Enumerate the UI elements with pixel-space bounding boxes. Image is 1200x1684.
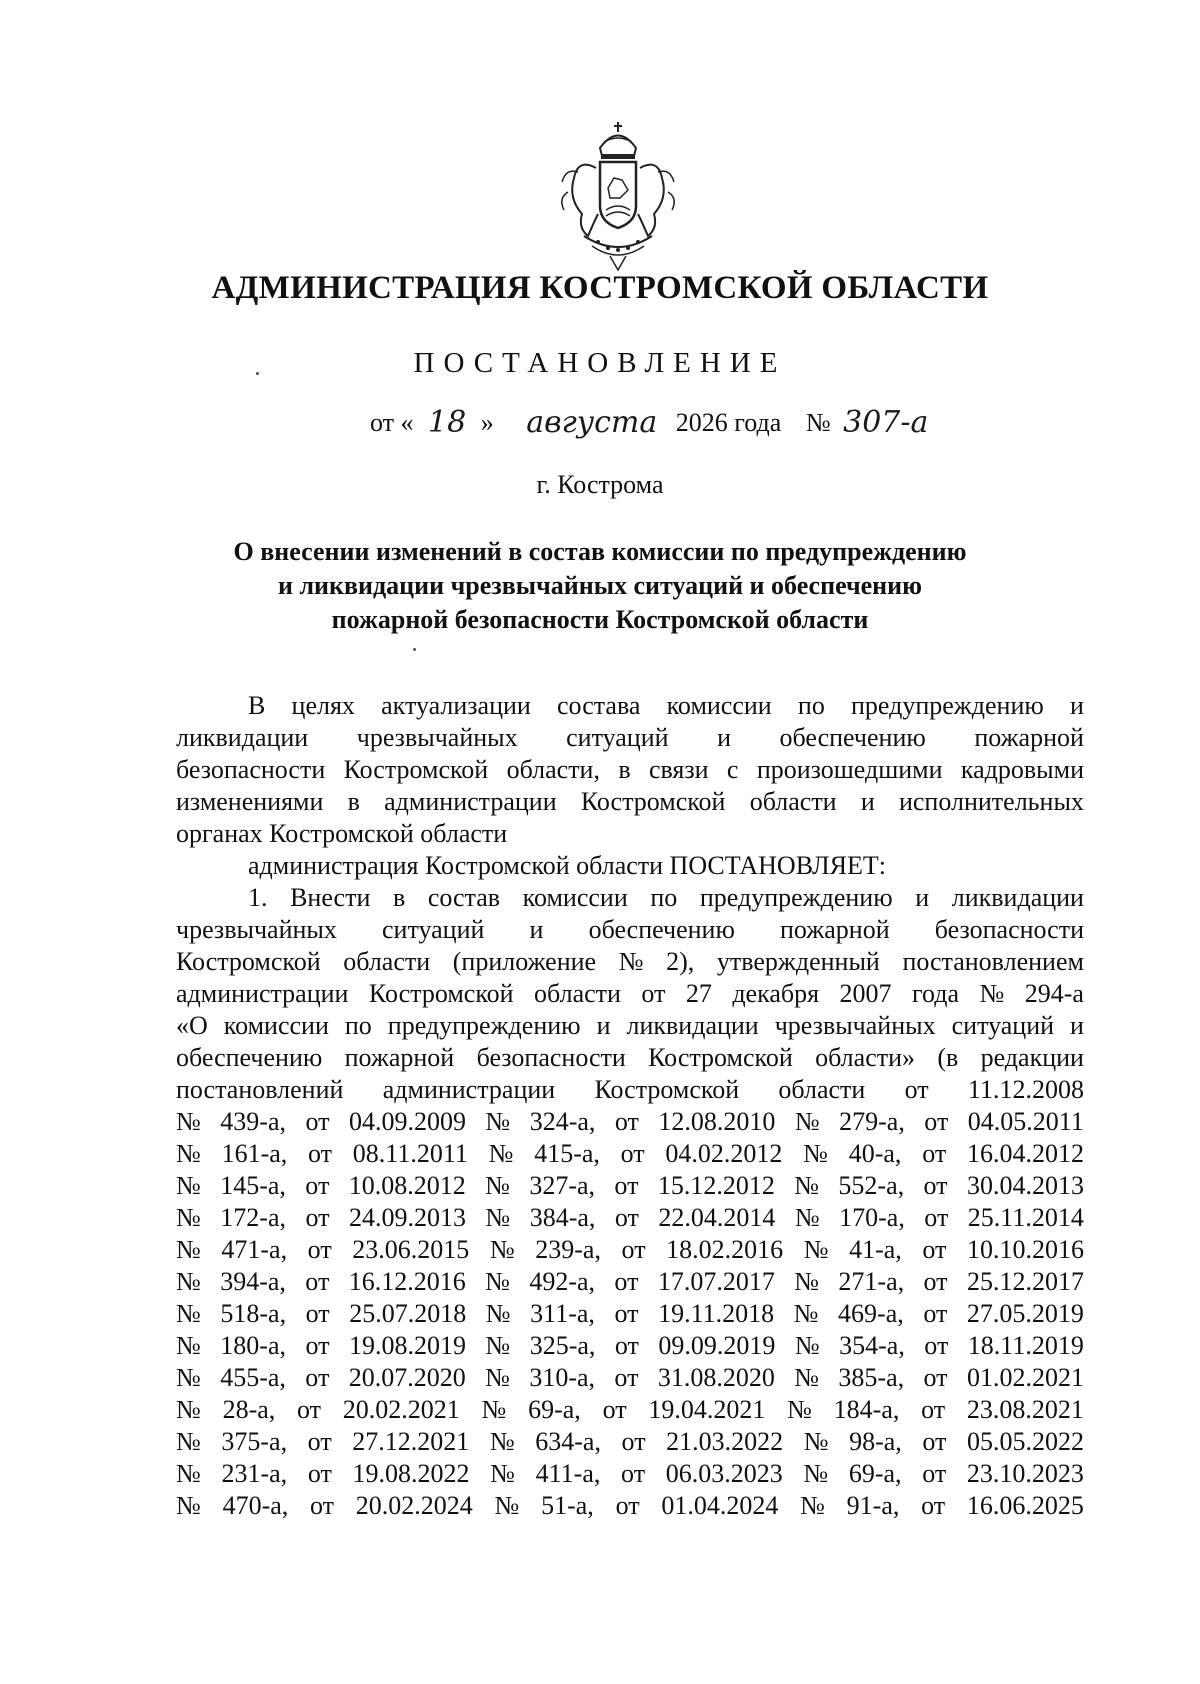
body-word: области»	[815, 1043, 916, 1072]
body-word: №	[794, 1107, 820, 1136]
body-word: 324-а,	[529, 1107, 596, 1136]
body-word: комиссии	[666, 691, 772, 720]
body-word: от	[921, 1395, 946, 1424]
body-word: администрации	[176, 979, 349, 1008]
body-word: №	[176, 1267, 201, 1296]
body-word: 439-а,	[220, 1107, 286, 1136]
body-word: 16.12.2016	[348, 1267, 466, 1296]
body-word: 294-а	[1024, 979, 1084, 1008]
body-line	[176, 1138, 1084, 1170]
body-word: от	[924, 1203, 949, 1232]
body-word: исполнительных	[898, 787, 1084, 816]
body-word: пожарной	[344, 1043, 455, 1072]
body-word: актуализации	[381, 691, 531, 720]
body-word: от	[614, 1363, 639, 1392]
body-word: чрезвычайных	[774, 1011, 936, 1040]
body-word: Внести	[290, 883, 371, 912]
body-word: №	[176, 1363, 201, 1392]
body-word: №	[793, 1299, 819, 1328]
body-word: от	[305, 1171, 330, 1200]
body-word: 25.11.2014	[967, 1203, 1084, 1232]
body-line	[176, 946, 1084, 978]
body-word: от	[621, 1235, 646, 1264]
body-word: целях	[291, 691, 355, 720]
body-word: 455-а,	[220, 1363, 286, 1392]
body-word: и	[1070, 1011, 1084, 1040]
body-word: №	[488, 1139, 514, 1168]
body-word: 69-а,	[528, 1395, 581, 1424]
body-word: в	[392, 883, 406, 912]
body-word: «О	[176, 1011, 208, 1040]
body-word: Костромской	[594, 1075, 740, 1104]
body-word: обеспечению	[176, 1043, 323, 1072]
body-word: 27	[685, 979, 712, 1008]
body-word: №	[176, 1203, 201, 1232]
body-word: администрации	[384, 787, 557, 816]
body-word: от	[923, 1171, 948, 1200]
body-word: 16.04.2012	[966, 1139, 1084, 1168]
body-word: 492-а,	[529, 1267, 596, 1296]
body-word: №	[485, 1267, 510, 1296]
body-word: от	[305, 1107, 330, 1136]
body-word: от	[614, 1107, 639, 1136]
body-word: №	[485, 1203, 511, 1232]
body-word: безопасности	[934, 915, 1084, 944]
body-word: №	[803, 1459, 829, 1488]
body-word: 08.11.2011	[352, 1139, 468, 1168]
body-word: состава	[557, 691, 641, 720]
body-word: от	[923, 1363, 948, 1392]
body-word: Костромской	[343, 755, 489, 784]
body-word: №	[489, 1427, 515, 1456]
body-word: 518-а,	[220, 1299, 287, 1328]
body-word: (приложение	[452, 947, 597, 976]
body-word: 04.09.2009	[348, 1107, 466, 1136]
body-line	[176, 978, 1084, 1010]
body-line	[176, 1042, 1084, 1074]
body-word: В	[248, 691, 266, 720]
body-line	[176, 1106, 1084, 1138]
body-word: администрации	[382, 1075, 556, 1104]
body-word: безопасности	[476, 1043, 626, 1072]
body-word: Костромской	[176, 947, 321, 976]
body-word: 05.05.2022	[967, 1427, 1084, 1456]
body-word: №	[794, 1171, 820, 1200]
resolve-line: администрация Костромской области ПОСТАНОВЛЯЕТ:	[248, 851, 887, 880]
body-word: предупреждению	[387, 1011, 581, 1040]
scan-speck	[413, 648, 416, 651]
body-line	[176, 1170, 1084, 1202]
body-word: 20.02.2021	[342, 1395, 460, 1424]
body-word: 385-а,	[838, 1363, 905, 1392]
body-line	[176, 1202, 1084, 1234]
body-word: изменениями	[176, 787, 324, 816]
document-type: ПОСТАНОВЛЕНИЕ	[413, 347, 787, 379]
body-word: 19.04.2021	[648, 1395, 766, 1424]
body-word: 06.03.2023	[665, 1459, 783, 1488]
body-text	[176, 690, 1084, 1522]
body-word: 161-а,	[221, 1139, 288, 1168]
body-word: 145-а,	[220, 1171, 286, 1200]
body-word: №	[494, 1491, 520, 1520]
body-line	[176, 1010, 1084, 1042]
body-line	[176, 1394, 1084, 1426]
body-word: 18.02.2016	[666, 1235, 784, 1264]
body-word: пожарной	[780, 915, 890, 944]
body-word: Костромской	[580, 787, 726, 816]
body-word: органах Костромской области	[176, 819, 508, 848]
body-word: 16.06.2025	[966, 1491, 1084, 1520]
body-word: комиссии	[223, 1011, 329, 1040]
body-word: в	[618, 755, 631, 784]
body-word: №	[481, 1395, 507, 1424]
body-word: 01.02.2021	[966, 1363, 1084, 1392]
body-word: №	[176, 1235, 201, 1264]
body-word: 23.08.2021	[966, 1395, 1084, 1424]
date-month: августа	[526, 405, 658, 440]
body-word: 51-а,	[541, 1491, 594, 1520]
body-word: и	[717, 723, 731, 752]
body-word: и	[1069, 691, 1084, 720]
body-word: от	[620, 1139, 645, 1168]
body-word: произошедшими	[756, 755, 943, 784]
date-day: 18	[428, 405, 467, 440]
body-word: 170-а,	[839, 1203, 905, 1232]
body-word: №	[803, 1235, 829, 1264]
body-word: по	[650, 883, 678, 912]
body-word: от	[297, 1395, 322, 1424]
body-word: пожарной	[974, 723, 1084, 752]
body-line	[176, 914, 1084, 946]
body-word: 384-а,	[529, 1203, 596, 1232]
body-word: 25.12.2017	[966, 1267, 1084, 1296]
body-word: от	[602, 1395, 627, 1424]
body-line	[176, 1426, 1084, 1458]
body-line	[176, 818, 1084, 850]
body-line	[176, 1362, 1084, 1394]
scan-speck	[256, 372, 259, 375]
body-word: ситуаций	[382, 915, 485, 944]
body-line	[176, 1330, 1084, 1362]
body-word: №	[803, 1139, 828, 1168]
body-word: состав	[427, 883, 501, 912]
body-word: 11.12.2008	[967, 1075, 1084, 1104]
body-word: №	[176, 1427, 201, 1456]
body-word: и	[915, 883, 930, 912]
body-line	[176, 690, 1084, 722]
body-word: обеспечению	[779, 723, 926, 752]
body-word: 471-а,	[221, 1235, 288, 1264]
body-word: №	[803, 1427, 829, 1456]
date-prefix: от «	[370, 408, 414, 437]
body-line	[176, 722, 1084, 754]
body-word: от	[307, 1459, 332, 1488]
body-word: №	[176, 1171, 201, 1200]
body-word: 469-а,	[838, 1299, 904, 1328]
body-word: №	[979, 979, 1005, 1008]
body-word: от	[305, 1363, 330, 1392]
body-word: 18.11.2019	[967, 1331, 1084, 1360]
body-line	[176, 1458, 1084, 1490]
body-word: 98-а,	[849, 1427, 902, 1456]
body-word: 20.07.2020	[348, 1363, 466, 1392]
body-word: 09.09.2019	[658, 1331, 776, 1360]
body-word: №	[485, 1363, 510, 1392]
body-word: 30.04.2013	[966, 1171, 1084, 1200]
body-word: от	[310, 1491, 335, 1520]
body-word: ликвидации	[951, 883, 1084, 912]
body-word: от	[922, 1459, 947, 1488]
body-word: предупреждению	[699, 883, 893, 912]
body-word: 19.08.2022	[352, 1459, 470, 1488]
body-word: комиссии	[522, 883, 628, 912]
body-word: №	[176, 1395, 201, 1424]
body-word: 327-а,	[529, 1171, 596, 1200]
subject-line: О внесении изменений в состав комиссии по предупреждению	[233, 537, 967, 566]
body-word: обеспечению	[588, 915, 735, 944]
body-word: №	[794, 1203, 820, 1232]
body-word: 1.	[248, 883, 268, 912]
body-word: 28-а,	[222, 1395, 276, 1424]
body-word: №	[176, 1331, 201, 1360]
body-word: 22.04.2014	[658, 1203, 776, 1232]
body-line	[176, 1266, 1084, 1298]
body-word: 634-а,	[535, 1427, 601, 1456]
body-word: 27.12.2021	[352, 1427, 470, 1456]
body-word: с	[726, 755, 739, 784]
date-number-line	[370, 405, 928, 445]
body-word: Костромской	[648, 1043, 793, 1072]
body-word: области,	[506, 755, 600, 784]
body-word: от	[305, 1299, 330, 1328]
body-line	[176, 1298, 1084, 1330]
body-word: 375-а,	[221, 1427, 288, 1456]
body-word: №	[485, 1331, 511, 1360]
body-word: №	[490, 1459, 515, 1488]
body-word: от	[621, 1459, 646, 1488]
body-word: по	[344, 1011, 372, 1040]
body-word: от	[615, 1491, 640, 1520]
body-word: 27.05.2019	[966, 1299, 1084, 1328]
subject-heading	[150, 535, 1050, 637]
body-line	[176, 1074, 1084, 1106]
body-word: 172-а,	[220, 1203, 286, 1232]
body-word: от	[923, 1299, 948, 1328]
body-word: ликвидации	[626, 1011, 759, 1040]
body-word: от	[921, 1491, 946, 1520]
body-word: 415-а,	[534, 1139, 600, 1168]
body-word: 41-а,	[849, 1235, 902, 1264]
body-word: чрезвычайных	[176, 915, 337, 944]
subject-line: пожарной безопасности Костромской области	[331, 605, 869, 634]
body-word: 552-а,	[838, 1171, 905, 1200]
body-word: №	[794, 1267, 820, 1296]
body-word: 04.05.2011	[967, 1107, 1084, 1136]
body-word: области	[778, 1075, 866, 1104]
body-word: кадровыми	[960, 755, 1084, 784]
date-year: 2026 года	[675, 408, 782, 437]
body-word: и	[860, 787, 875, 816]
body-word: 31.08.2020	[657, 1363, 775, 1392]
organization-title: АДМИНИСТРАЦИЯ КОСТРОМСКОЙ ОБЛАСТИ	[211, 270, 989, 306]
body-word: №	[618, 947, 644, 976]
body-word: 19.11.2018	[658, 1299, 775, 1328]
body-word: от	[614, 1267, 639, 1296]
body-word: 12.08.2010	[658, 1107, 776, 1136]
city: г. Кострома	[536, 470, 664, 499]
body-word: №	[485, 1171, 510, 1200]
date-day-close: »	[480, 408, 494, 437]
body-word: 231-а,	[221, 1459, 288, 1488]
body-word: №	[176, 1459, 201, 1488]
body-word: 279-а,	[839, 1107, 905, 1136]
body-word: от	[307, 1235, 332, 1264]
body-word: 470-а,	[222, 1491, 289, 1520]
body-word: №	[787, 1395, 812, 1424]
body-word: области	[343, 947, 431, 976]
body-word: №	[176, 1491, 201, 1520]
body-word: 10.08.2012	[348, 1171, 466, 1200]
body-word: от	[305, 1331, 330, 1360]
body-word: от	[922, 1427, 947, 1456]
body-word: от	[614, 1299, 639, 1328]
body-word: 21.03.2022	[666, 1427, 784, 1456]
body-word: в	[347, 787, 360, 816]
body-word: 180-а,	[220, 1331, 286, 1360]
body-word: и	[596, 1011, 611, 1040]
body-word: от	[924, 1331, 949, 1360]
body-word: от	[308, 1139, 333, 1168]
body-line	[176, 882, 1084, 914]
body-word: от	[307, 1427, 332, 1456]
body-word: 325-а,	[529, 1331, 596, 1360]
body-word: от	[904, 1075, 929, 1104]
body-word: от	[305, 1267, 330, 1296]
body-word: постановлением	[902, 947, 1084, 976]
body-word: 311-а,	[530, 1299, 595, 1328]
body-word: года	[911, 979, 960, 1008]
body-word: 23.10.2023	[966, 1459, 1084, 1488]
body-word: ситуаций	[566, 723, 669, 752]
body-word: и	[529, 915, 544, 944]
body-word: №	[800, 1491, 825, 1520]
body-word: 69-а,	[848, 1459, 902, 1488]
body-word: 2),	[666, 947, 695, 976]
body-word: 25.07.2018	[349, 1299, 467, 1328]
body-word: утвержденный	[716, 947, 880, 976]
body-line	[176, 754, 1084, 786]
body-word: №	[794, 1331, 820, 1360]
body-word: связи	[648, 755, 709, 784]
number-prefix: №	[805, 408, 831, 437]
body-word: от	[924, 1107, 949, 1136]
body-word: редакции	[980, 1043, 1084, 1072]
body-word: области	[534, 979, 621, 1008]
body-word: 20.02.2024	[355, 1491, 473, 1520]
body-word: 19.08.2019	[348, 1331, 466, 1360]
body-word: №	[489, 1235, 515, 1264]
body-word: №	[176, 1299, 201, 1328]
body-word: 354-а,	[839, 1331, 905, 1360]
body-word: безопасности	[176, 755, 326, 784]
body-word: №	[794, 1363, 820, 1392]
body-word: 271-а,	[838, 1267, 905, 1296]
body-word: 40-а,	[848, 1139, 902, 1168]
body-word: 23.06.2015	[352, 1235, 470, 1264]
body-word: 239-а,	[535, 1235, 601, 1264]
body-word: от	[614, 1331, 639, 1360]
body-line	[176, 786, 1084, 818]
body-word: №	[485, 1107, 511, 1136]
body-word: от	[614, 1171, 639, 1200]
body-word: области	[749, 787, 837, 816]
body-word: чрезвычайных	[356, 723, 518, 752]
body-word: от	[305, 1203, 330, 1232]
body-word: 310-а,	[529, 1363, 596, 1392]
body-word: №	[485, 1299, 511, 1328]
body-word: ликвидации	[176, 723, 309, 752]
body-word: 15.12.2012	[657, 1171, 775, 1200]
body-word: 394-а,	[220, 1267, 286, 1296]
body-word: по	[797, 691, 825, 720]
body-word: №	[176, 1107, 201, 1136]
body-word: 01.04.2024	[661, 1491, 779, 1520]
body-word: 17.07.2017	[657, 1267, 775, 1296]
body-word: 04.02.2012	[665, 1139, 783, 1168]
subject-line: и ликвидации чрезвычайных ситуаций и обеспечению	[277, 571, 922, 600]
body-line	[176, 1490, 1084, 1522]
body-word: 2007	[839, 979, 892, 1008]
body-word: от	[922, 1235, 947, 1264]
body-word: постановлений	[176, 1075, 344, 1104]
body-word: от	[614, 1203, 639, 1232]
body-word: 184-а,	[833, 1395, 900, 1424]
body-word: предупреждению	[851, 691, 1044, 720]
body-word: (в	[937, 1043, 959, 1072]
body-line	[176, 1234, 1084, 1266]
body-word: декабря	[732, 979, 820, 1008]
body-word: от	[922, 1139, 947, 1168]
body-word: от	[923, 1267, 948, 1296]
body-word: ситуаций	[951, 1011, 1055, 1040]
document-number: 307-а	[843, 405, 929, 440]
body-word: 411-а,	[535, 1459, 601, 1488]
body-word: Костромской	[368, 979, 514, 1008]
body-word: №	[176, 1139, 201, 1168]
body-word: 91-а,	[846, 1491, 900, 1520]
coat-of-arms-icon	[548, 118, 688, 278]
body-word: 10.10.2016	[967, 1235, 1084, 1264]
body-word: от	[641, 979, 666, 1008]
body-word: от	[621, 1427, 646, 1456]
body-word: 24.09.2013	[348, 1203, 466, 1232]
